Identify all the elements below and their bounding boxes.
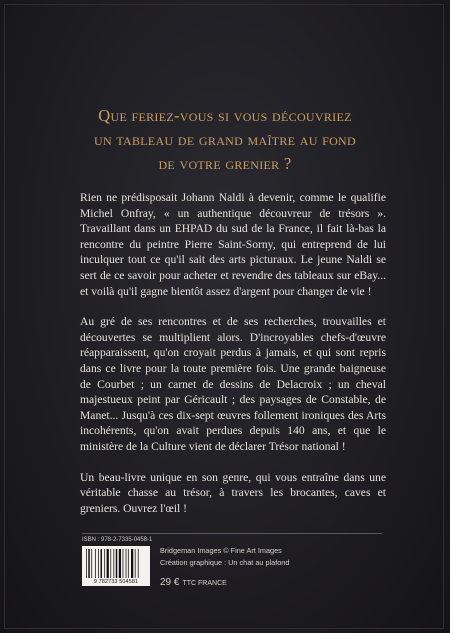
blurb-paragraph-1: Rien ne prédisposait Johann Naldi à devenir, comme le qualifie Michel Onfray, « un authentique découvreur de trésors ». Travaillant dans un EHPAD du sud de la France, il fait là-bas la rencontre du peintre Pierre Saint-Sorny, qui entreprend de lui inculquer tout ce qu'il sait des arts picturaux. Le jeune Naldi se sert de ce savoir pour acheter et revendre des tableaux sur eBay... et voilà qu'il gagne bientôt assez d'argent pour changer de vie ! — [80, 191, 386, 298]
blurb-paragraph-2: Au gré de ses rencontres et de ses recherches, trouvailles et découvertes se multiplient alors. D'incroyables chefs-d'œuvre réapparaissent, qu'on croyait perdus à jamais, et qui sont repris dans ce livre pour la toute première fois. Une grande baigneuse de Courbet ; un carnet de dessins de Delacroix ; un cheval majestueux peint par Géricault ; des paysages de Constable, de Manet... Jusqu'à ces dix-sept œuvres follement ironiques des Arts incohérents, qu'on avait perdues depuis 140 ans, et que le ministère de la Culture vient de déclarer Trésor national ! — [80, 315, 386, 453]
blurb-paragraph-3: Un beau-livre unique en son genre, qui vous entraîne dans une véritable chasse au trésor, à travers les brocantes, caves et greniers. Ouvrez l'œil ! — [80, 470, 386, 515]
price-amount: 29 € — [160, 577, 180, 588]
credit-design: Création graphique : Un chat au plafond — [160, 558, 290, 567]
cover-headline — [40, 104, 410, 176]
blurb-text — [80, 190, 386, 531]
headline-line-3: de votre grenier ? — [158, 154, 292, 173]
credit-images: Bridgeman Images © Fine Art Images — [160, 546, 282, 555]
barcode — [82, 546, 150, 586]
credits — [160, 545, 289, 569]
headline-line-1: Que feriez-vous si vous découvriez — [98, 106, 352, 125]
barcode-icon — [86, 549, 146, 578]
footer-divider — [82, 533, 382, 534]
barcode-number: 9 782733 504581 — [93, 579, 139, 585]
isbn-label: ISBN : 978-2-7335-0458-1 — [82, 537, 153, 543]
price — [160, 572, 227, 590]
headline-line-2: un tableau de grand maître au fond — [94, 130, 356, 149]
price-tax: TTC FRANCE — [182, 580, 227, 587]
